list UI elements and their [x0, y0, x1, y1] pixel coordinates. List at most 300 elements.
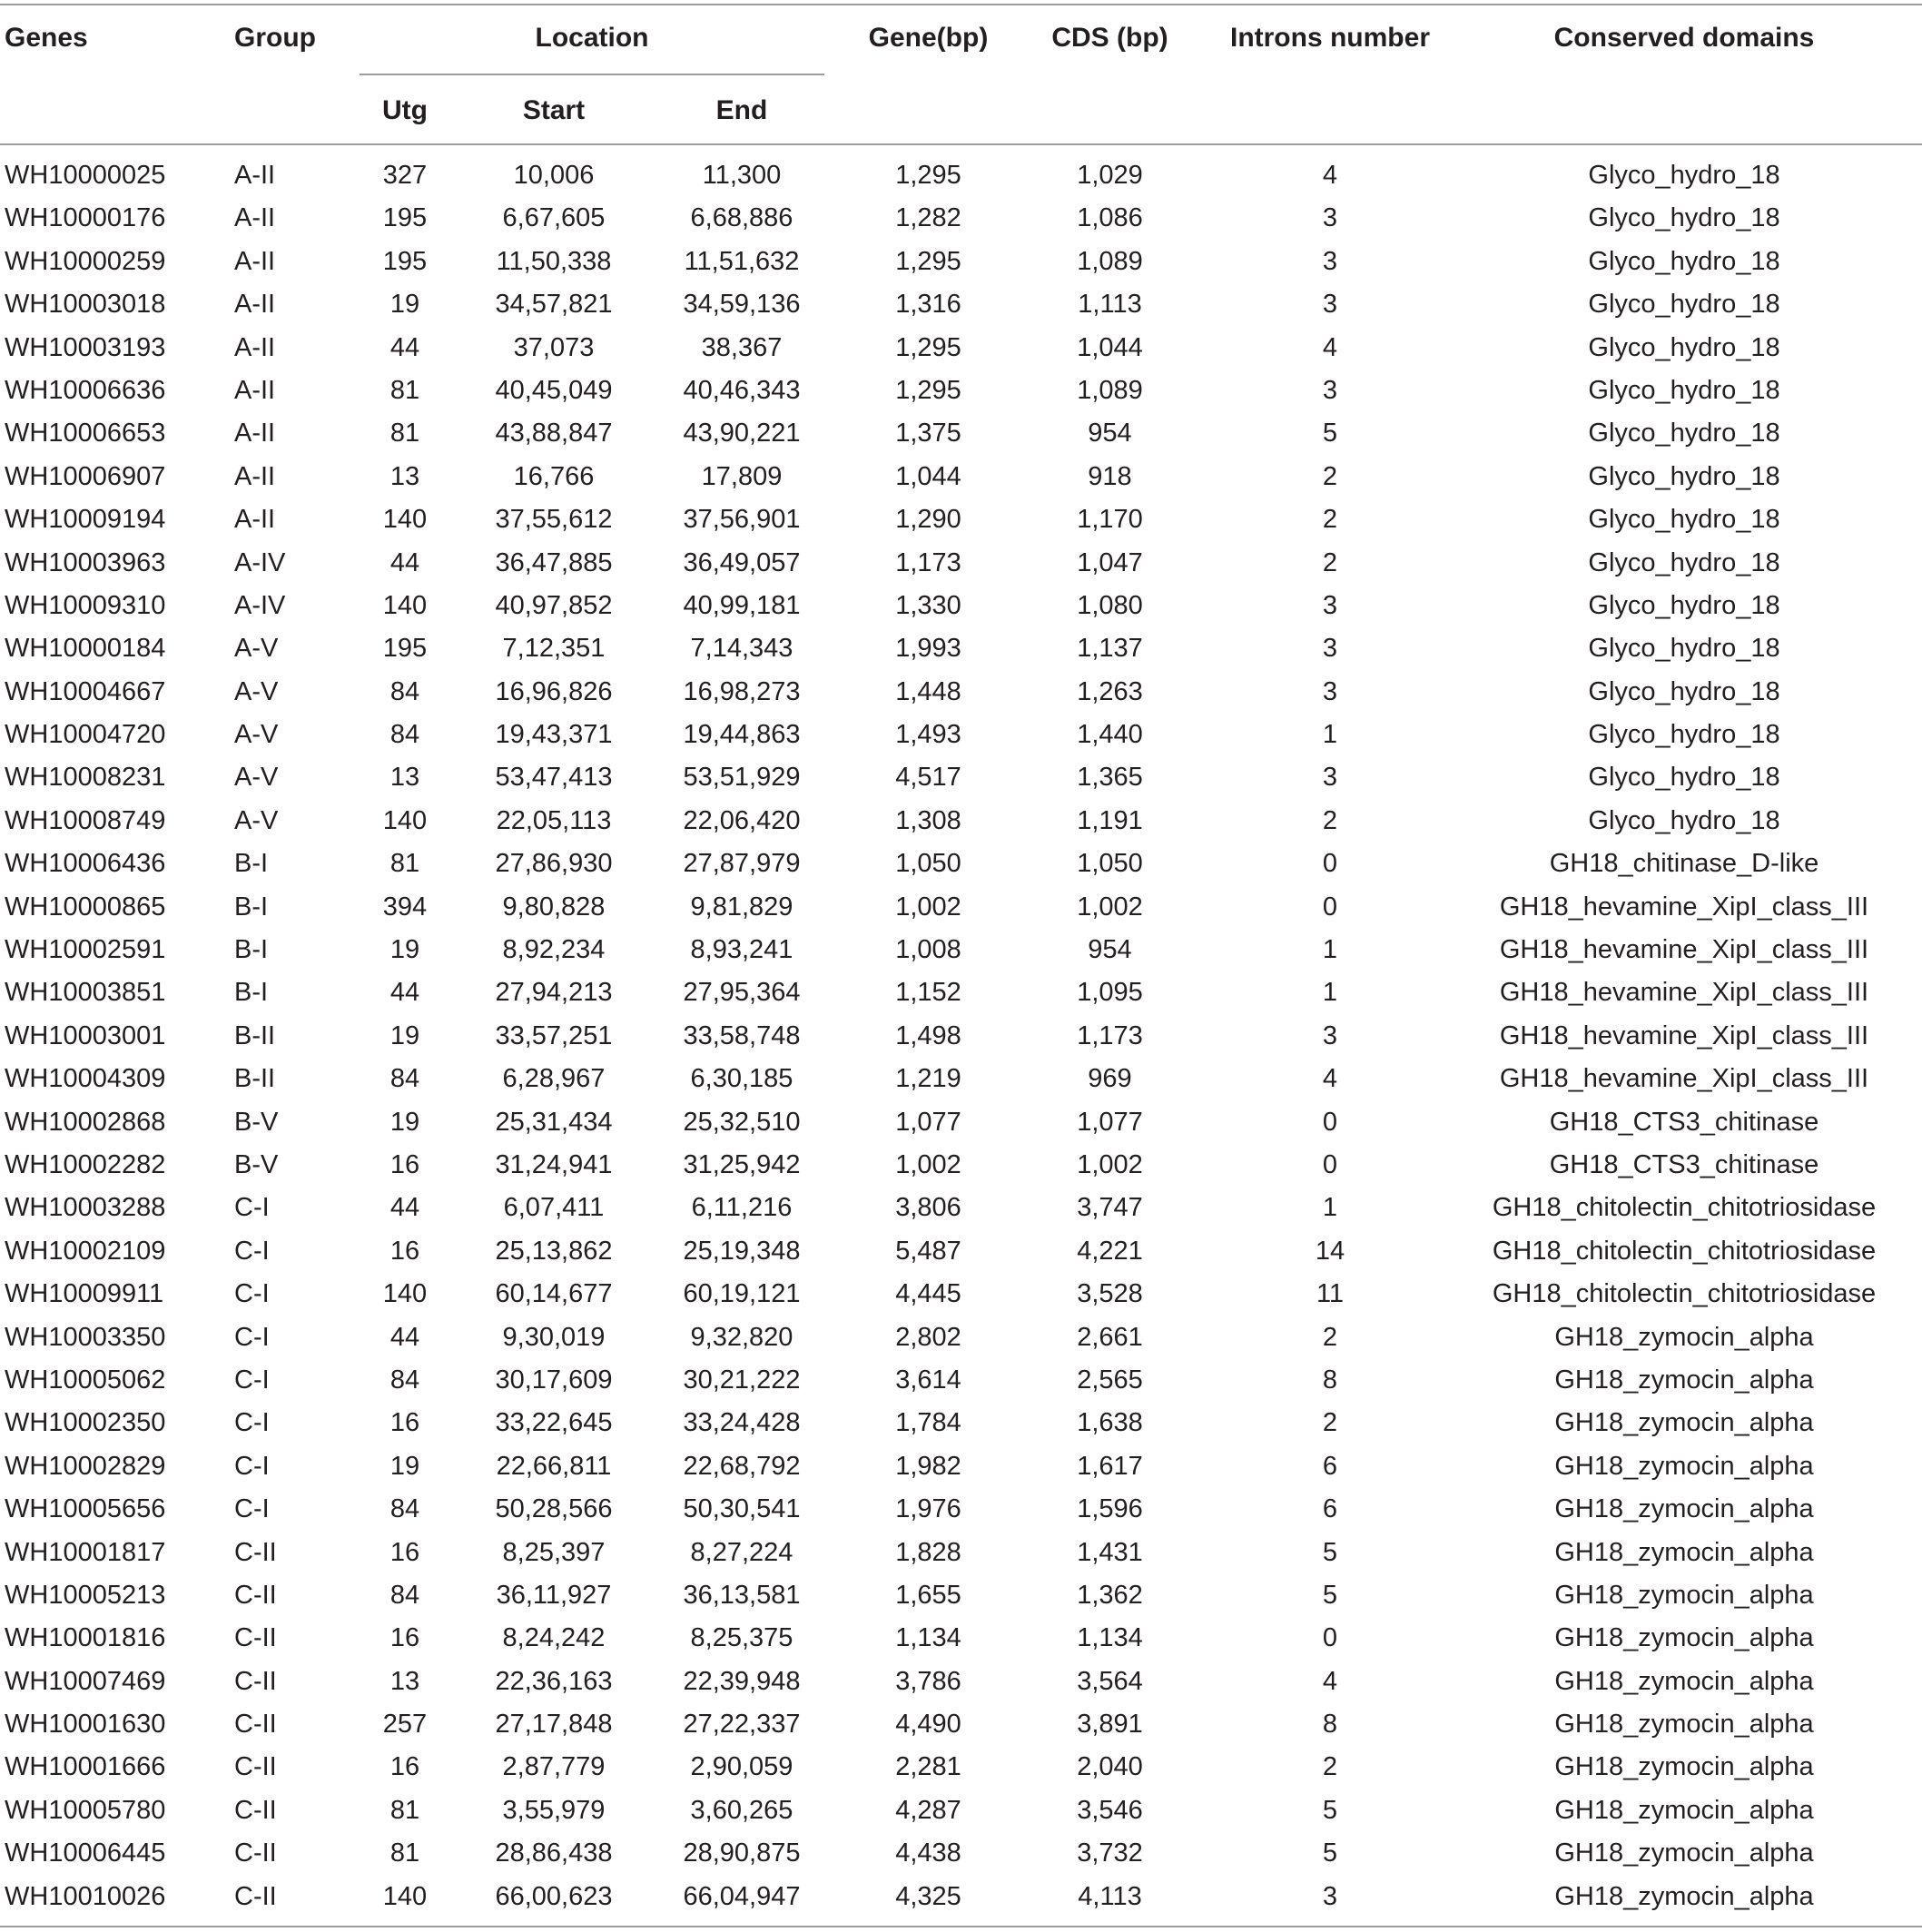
cds-bp-cell: 1,050 [1077, 849, 1143, 879]
introns-cell: 5 [1322, 419, 1338, 448]
conserved-domain-cell: GH18_zymocin_alpha [1554, 1408, 1814, 1438]
gene-id-cell: WH10002591 [5, 935, 166, 965]
group-cell: B-I [234, 892, 269, 922]
utg-cell: 16 [389, 1408, 420, 1438]
gene-id-cell: WH10006907 [5, 461, 166, 491]
gene-bp-cell: 2,802 [895, 1322, 961, 1352]
table-row [0, 1187, 1922, 1229]
group-cell: C-I [234, 1408, 270, 1438]
conserved-domain-cell: Glyco_hydro_18 [1588, 375, 1780, 405]
gene-bp-cell: 1,050 [895, 849, 961, 879]
gene-id-cell: WH10001817 [5, 1537, 166, 1567]
gene-bp-cell: 1,316 [895, 290, 961, 320]
introns-cell: 3 [1322, 1020, 1338, 1050]
table-row [0, 627, 1922, 670]
gene-id-cell: WH10000025 [5, 161, 166, 190]
introns-cell: 4 [1322, 1666, 1338, 1696]
header-bottom-rule [0, 143, 1922, 145]
utg-cell: 81 [389, 849, 420, 879]
cds-bp-cell: 1,089 [1077, 375, 1143, 405]
gene-bp-cell: 1,295 [895, 375, 961, 405]
gene-id-cell: WH10003001 [5, 1020, 166, 1050]
cds-bp-cell: 954 [1088, 935, 1132, 965]
table-row [0, 714, 1922, 756]
gene-bp-cell: 1,077 [895, 1107, 961, 1137]
utg-cell: 16 [389, 1149, 420, 1179]
utg-cell: 84 [389, 720, 420, 750]
cds-bp-cell: 3,564 [1077, 1666, 1143, 1696]
group-cell: A-V [234, 676, 279, 706]
table-row [0, 1230, 1922, 1273]
start-cell: 9,80,828 [502, 892, 606, 922]
start-cell: 8,25,397 [502, 1537, 606, 1567]
group-cell: C-I [234, 1451, 270, 1481]
introns-cell: 3 [1322, 1881, 1338, 1911]
end-cell: 28,90,875 [683, 1838, 801, 1868]
group-cell: A-V [234, 763, 279, 793]
cds-bp-cell: 1,002 [1077, 892, 1143, 922]
gene-bp-cell: 1,784 [895, 1408, 961, 1438]
conserved-domain-cell: GH18_zymocin_alpha [1554, 1710, 1814, 1740]
gene-id-cell: WH10001816 [5, 1623, 166, 1653]
end-cell: 66,04,947 [683, 1881, 801, 1911]
gene-bp-cell: 1,828 [895, 1537, 961, 1567]
conserved-domain-cell: Glyco_hydro_18 [1588, 805, 1780, 835]
table-row [0, 1832, 1922, 1875]
gene-bp-cell: 1,295 [895, 246, 961, 276]
gene-id-cell: WH10000184 [5, 634, 166, 664]
start-cell: 60,14,677 [495, 1279, 613, 1309]
header-start: Start [522, 95, 586, 125]
gene-id-cell: WH10002829 [5, 1451, 166, 1481]
utg-cell: 140 [382, 505, 428, 535]
cds-bp-cell: 1,077 [1077, 1107, 1143, 1137]
cds-bp-cell: 1,089 [1077, 246, 1143, 276]
table-row [0, 1144, 1922, 1187]
utg-cell: 84 [389, 1494, 420, 1524]
table-row [0, 154, 1922, 197]
gene-bp-cell: 1,008 [895, 935, 961, 965]
conserved-domain-cell: Glyco_hydro_18 [1588, 505, 1780, 535]
start-cell: 36,11,927 [496, 1580, 612, 1610]
cds-bp-cell: 3,546 [1077, 1795, 1143, 1825]
introns-cell: 3 [1322, 590, 1338, 620]
gene-bp-cell: 2,281 [895, 1752, 961, 1782]
gene-bp-cell: 3,806 [895, 1193, 961, 1223]
start-cell: 6,28,967 [502, 1064, 606, 1094]
utg-cell: 81 [389, 375, 420, 405]
introns-cell: 8 [1322, 1710, 1338, 1740]
utg-cell: 13 [389, 763, 420, 793]
group-cell: B-II [234, 1020, 276, 1050]
start-cell: 28,86,438 [495, 1838, 613, 1868]
end-cell: 38,367 [701, 332, 783, 362]
gene-id-cell: WH10003851 [5, 978, 166, 1008]
end-cell: 25,19,348 [683, 1236, 801, 1266]
conserved-domain-cell: GH18_zymocin_alpha [1554, 1322, 1814, 1352]
utg-cell: 195 [382, 634, 428, 664]
start-cell: 22,66,811 [496, 1451, 612, 1481]
header-genes: Genes [5, 23, 88, 53]
cds-bp-cell: 1,440 [1077, 720, 1143, 750]
cds-bp-cell: 2,565 [1077, 1365, 1143, 1395]
conserved-domain-cell: GH18_zymocin_alpha [1554, 1451, 1814, 1481]
cds-bp-cell: 1,134 [1077, 1623, 1143, 1653]
gene-id-cell: WH10006653 [5, 419, 166, 448]
end-cell: 2,90,059 [690, 1752, 793, 1782]
end-cell: 30,21,222 [683, 1365, 801, 1395]
cds-bp-cell: 4,113 [1078, 1881, 1142, 1911]
conserved-domain-cell: Glyco_hydro_18 [1588, 419, 1780, 448]
header-introns-number: Introns number [1229, 23, 1430, 53]
conserved-domain-cell: Glyco_hydro_18 [1588, 246, 1780, 276]
utg-cell: 81 [389, 419, 420, 448]
cds-bp-cell: 1,191 [1077, 805, 1143, 835]
gene-bp-cell: 1,173 [895, 547, 961, 577]
conserved-domain-cell: Glyco_hydro_18 [1588, 203, 1780, 233]
cds-bp-cell: 3,891 [1077, 1710, 1143, 1740]
table-top-rule [0, 4, 1922, 5]
utg-cell: 140 [382, 1279, 428, 1309]
header-utg: Utg [382, 95, 428, 125]
end-cell: 37,56,901 [683, 505, 801, 535]
group-cell: A-IV [234, 547, 286, 577]
gene-bp-cell: 1,330 [895, 590, 961, 620]
conserved-domain-cell: GH18_chitolectin_chitotriosidase [1492, 1193, 1877, 1223]
header-location: Location [535, 23, 649, 53]
gene-bp-cell: 1,308 [895, 805, 961, 835]
introns-cell: 2 [1322, 1322, 1338, 1352]
end-cell: 43,90,221 [683, 419, 801, 448]
utg-cell: 19 [389, 1020, 420, 1050]
group-cell: C-II [234, 1881, 277, 1911]
start-cell: 34,57,821 [495, 290, 613, 320]
utg-cell: 16 [389, 1623, 420, 1653]
table-row [0, 241, 1922, 283]
group-cell: A-II [234, 375, 276, 405]
gene-id-cell: WH10010026 [5, 1881, 166, 1911]
end-cell: 8,93,241 [690, 935, 793, 965]
start-cell: 43,88,847 [495, 419, 613, 448]
start-cell: 37,073 [513, 332, 595, 362]
table-row [0, 498, 1922, 541]
cds-bp-cell: 1,263 [1077, 676, 1143, 706]
gene-id-cell: WH10005780 [5, 1795, 166, 1825]
gene-bp-cell: 1,655 [895, 1580, 961, 1610]
utg-cell: 13 [389, 1666, 420, 1696]
cds-bp-cell: 1,362 [1077, 1580, 1143, 1610]
gene-id-cell: WH10004309 [5, 1064, 166, 1094]
start-cell: 25,13,862 [495, 1236, 613, 1266]
utg-cell: 16 [389, 1752, 420, 1782]
start-cell: 8,24,242 [502, 1623, 606, 1653]
gene-id-cell: WH10002109 [5, 1236, 166, 1266]
end-cell: 60,19,121 [683, 1279, 801, 1309]
conserved-domain-cell: GH18_chitolectin_chitotriosidase [1492, 1236, 1877, 1266]
cds-bp-cell: 2,661 [1077, 1322, 1143, 1352]
table-bottom-rule [0, 1926, 1922, 1927]
group-cell: A-II [234, 461, 276, 491]
start-cell: 22,05,113 [496, 805, 612, 835]
conserved-domain-cell: GH18_zymocin_alpha [1554, 1752, 1814, 1782]
group-cell: C-I [234, 1236, 270, 1266]
gene-bp-cell: 1,493 [895, 720, 961, 750]
utg-cell: 327 [382, 161, 428, 190]
utg-cell: 44 [389, 1322, 420, 1352]
gene-id-cell: WH10000259 [5, 246, 166, 276]
end-cell: 7,14,343 [690, 634, 793, 664]
cds-bp-cell: 2,040 [1077, 1752, 1143, 1782]
start-cell: 6,67,605 [502, 203, 606, 233]
cds-bp-cell: 3,732 [1077, 1838, 1143, 1868]
group-cell: A-II [234, 419, 276, 448]
cds-bp-cell: 1,596 [1077, 1494, 1143, 1524]
start-cell: 50,28,566 [495, 1494, 613, 1524]
table-row [0, 1359, 1922, 1402]
end-cell: 9,32,820 [690, 1322, 793, 1352]
header-end: End [715, 95, 768, 125]
conserved-domain-cell: GH18_hevamine_XipI_class_III [1499, 892, 1869, 922]
end-cell: 33,58,748 [683, 1020, 801, 1050]
gene-bp-cell: 1,152 [895, 978, 961, 1008]
group-cell: A-V [234, 720, 279, 750]
group-cell: A-II [234, 246, 276, 276]
end-cell: 6,11,216 [691, 1193, 793, 1223]
conserved-domain-cell: GH18_zymocin_alpha [1554, 1795, 1814, 1825]
cds-bp-cell: 1,095 [1077, 978, 1143, 1008]
table-row [0, 756, 1922, 799]
end-cell: 9,81,829 [690, 892, 793, 922]
introns-cell: 3 [1322, 246, 1338, 276]
introns-cell: 2 [1322, 805, 1338, 835]
gene-id-cell: WH10002350 [5, 1408, 166, 1438]
cds-bp-cell: 1,047 [1077, 547, 1143, 577]
utg-cell: 81 [389, 1795, 420, 1825]
end-cell: 40,46,343 [683, 375, 801, 405]
group-cell: A-V [234, 805, 279, 835]
conserved-domain-cell: GH18_zymocin_alpha [1554, 1623, 1814, 1653]
gene-bp-cell: 5,487 [895, 1236, 961, 1266]
gene-bp-cell: 4,490 [895, 1710, 961, 1740]
gene-bp-cell: 1,993 [895, 634, 961, 664]
end-cell: 50,30,541 [683, 1494, 801, 1524]
group-cell: C-II [234, 1795, 277, 1825]
end-cell: 6,30,185 [690, 1064, 793, 1094]
utg-cell: 16 [389, 1236, 420, 1266]
gene-id-cell: WH10005062 [5, 1365, 166, 1395]
gene-bp-cell: 1,982 [895, 1451, 961, 1481]
table-row [0, 542, 1922, 585]
introns-cell: 2 [1322, 505, 1338, 535]
end-cell: 22,68,792 [683, 1451, 801, 1481]
end-cell: 22,39,948 [683, 1666, 801, 1696]
conserved-domain-cell: GH18_hevamine_XipI_class_III [1499, 935, 1869, 965]
cds-bp-cell: 1,113 [1078, 290, 1142, 320]
group-cell: C-II [234, 1838, 277, 1868]
cds-bp-cell: 1,638 [1077, 1408, 1143, 1438]
end-cell: 34,59,136 [683, 290, 801, 320]
table-row [0, 1532, 1922, 1574]
cds-bp-cell: 1,365 [1077, 763, 1143, 793]
conserved-domain-cell: GH18_zymocin_alpha [1554, 1537, 1814, 1567]
gene-bp-cell: 1,448 [895, 676, 961, 706]
gene-id-cell: WH10002868 [5, 1107, 166, 1137]
introns-cell: 0 [1322, 892, 1338, 922]
table-row [0, 971, 1922, 1014]
end-cell: 6,68,886 [690, 203, 793, 233]
table-row [0, 1703, 1922, 1746]
table-row [0, 1661, 1922, 1703]
group-cell: A-II [234, 505, 276, 535]
end-cell: 8,27,224 [690, 1537, 793, 1567]
table-row [0, 1273, 1922, 1316]
utg-cell: 44 [389, 978, 420, 1008]
group-cell: C-II [234, 1537, 277, 1567]
end-cell: 25,32,510 [683, 1107, 801, 1137]
group-cell: C-I [234, 1193, 270, 1223]
start-cell: 9,30,019 [502, 1322, 606, 1352]
utg-cell: 257 [382, 1710, 428, 1740]
conserved-domain-cell: GH18_chitolectin_chitotriosidase [1492, 1279, 1877, 1309]
gene-bp-cell: 1,044 [895, 461, 961, 491]
utg-cell: 44 [389, 1193, 420, 1223]
gene-id-cell: WH10001630 [5, 1710, 166, 1740]
end-cell: 27,87,979 [683, 849, 801, 879]
cds-bp-cell: 3,747 [1077, 1193, 1143, 1223]
table-row [0, 327, 1922, 370]
gene-bp-cell: 4,325 [895, 1881, 961, 1911]
cds-bp-cell: 3,528 [1077, 1279, 1143, 1309]
utg-cell: 140 [382, 590, 428, 620]
header-cds-bp: CDS (bp) [1051, 23, 1168, 53]
introns-cell: 1 [1322, 935, 1338, 965]
gene-id-cell: WH10009310 [5, 590, 166, 620]
group-cell: C-II [234, 1623, 277, 1653]
introns-cell: 1 [1322, 1193, 1338, 1223]
start-cell: 30,17,609 [495, 1365, 613, 1395]
utg-cell: 19 [389, 1451, 420, 1481]
gene-id-cell: WH10009194 [5, 505, 166, 535]
table-row [0, 283, 1922, 326]
conserved-domain-cell: GH18_zymocin_alpha [1554, 1580, 1814, 1610]
gene-id-cell: WH10008231 [5, 763, 166, 793]
start-cell: 10,006 [513, 161, 595, 190]
group-cell: A-II [234, 290, 276, 320]
introns-cell: 5 [1322, 1838, 1338, 1868]
conserved-domain-cell: Glyco_hydro_18 [1588, 634, 1780, 664]
introns-cell: 3 [1322, 634, 1338, 664]
introns-cell: 6 [1322, 1451, 1338, 1481]
end-cell: 27,95,364 [683, 978, 801, 1008]
conserved-domain-cell: Glyco_hydro_18 [1588, 590, 1780, 620]
cds-bp-cell: 1,029 [1077, 161, 1143, 190]
group-cell: B-I [234, 935, 269, 965]
gene-bp-cell: 1,295 [895, 332, 961, 362]
introns-cell: 4 [1322, 161, 1338, 190]
end-cell: 16,98,273 [683, 676, 801, 706]
gene-id-cell: WH10007469 [5, 1666, 166, 1696]
start-cell: 37,55,612 [495, 505, 613, 535]
start-cell: 27,86,930 [495, 849, 613, 879]
gene-id-cell: WH10003350 [5, 1322, 166, 1352]
introns-cell: 2 [1322, 1752, 1338, 1782]
introns-cell: 3 [1322, 375, 1338, 405]
gene-id-cell: WH10003288 [5, 1193, 166, 1223]
table-row [0, 1058, 1922, 1100]
table-row [0, 886, 1922, 929]
cds-bp-cell: 1,617 [1077, 1451, 1143, 1481]
header-gene-bp: Gene(bp) [868, 23, 989, 53]
introns-cell: 4 [1322, 332, 1338, 362]
introns-cell: 5 [1322, 1795, 1338, 1825]
introns-cell: 3 [1322, 763, 1338, 793]
gene-id-cell: WH10004720 [5, 720, 166, 750]
start-cell: 6,07,411 [503, 1193, 605, 1223]
group-cell: A-IV [234, 590, 286, 620]
start-cell: 19,43,371 [495, 720, 613, 750]
start-cell: 66,00,623 [495, 1881, 613, 1911]
table-row [0, 412, 1922, 455]
group-cell: C-II [234, 1752, 277, 1782]
table-row [0, 1402, 1922, 1444]
start-cell: 27,94,213 [495, 978, 613, 1008]
conserved-domain-cell: Glyco_hydro_18 [1588, 763, 1780, 793]
utg-cell: 44 [389, 547, 420, 577]
utg-cell: 16 [389, 1537, 420, 1567]
end-cell: 31,25,942 [683, 1149, 801, 1179]
utg-cell: 81 [389, 1838, 420, 1868]
end-cell: 36,49,057 [683, 547, 801, 577]
conserved-domain-cell: Glyco_hydro_18 [1588, 332, 1780, 362]
start-cell: 31,24,941 [495, 1149, 613, 1179]
start-cell: 16,766 [513, 461, 595, 491]
table-row [0, 671, 1922, 714]
conserved-domain-cell: Glyco_hydro_18 [1588, 676, 1780, 706]
introns-cell: 3 [1322, 203, 1338, 233]
gene-id-cell: WH10006445 [5, 1838, 166, 1868]
start-cell: 36,47,885 [495, 547, 613, 577]
end-cell: 27,22,337 [683, 1710, 801, 1740]
gene-id-cell: WH10009911 [5, 1279, 164, 1309]
introns-cell: 4 [1322, 1064, 1338, 1094]
table-row [0, 1488, 1922, 1531]
end-cell: 8,25,375 [690, 1623, 793, 1653]
gene-id-cell: WH10000176 [5, 203, 166, 233]
utg-cell: 84 [389, 1580, 420, 1610]
introns-cell: 0 [1322, 849, 1338, 879]
gene-id-cell: WH10005213 [5, 1580, 166, 1610]
start-cell: 33,57,251 [495, 1020, 613, 1050]
gene-id-cell: WH10003193 [5, 332, 166, 362]
utg-cell: 44 [389, 332, 420, 362]
gene-bp-cell: 3,786 [895, 1666, 961, 1696]
start-cell: 22,36,163 [495, 1666, 613, 1696]
gene-bp-cell: 1,219 [895, 1064, 961, 1094]
cds-bp-cell: 1,137 [1077, 634, 1143, 664]
gene-id-cell: WH10006436 [5, 849, 166, 879]
gene-id-cell: WH10000865 [5, 892, 166, 922]
cds-bp-cell: 1,173 [1077, 1020, 1143, 1050]
start-cell: 40,97,852 [495, 590, 613, 620]
end-cell: 33,24,428 [683, 1408, 801, 1438]
gene-bp-cell: 1,002 [895, 892, 961, 922]
gene-id-cell: WH10003963 [5, 547, 166, 577]
utg-cell: 19 [389, 1107, 420, 1137]
end-cell: 11,51,632 [684, 246, 800, 276]
cds-bp-cell: 1,002 [1077, 1149, 1143, 1179]
start-cell: 2,87,779 [502, 1752, 606, 1782]
gene-id-cell: WH10008749 [5, 805, 166, 835]
